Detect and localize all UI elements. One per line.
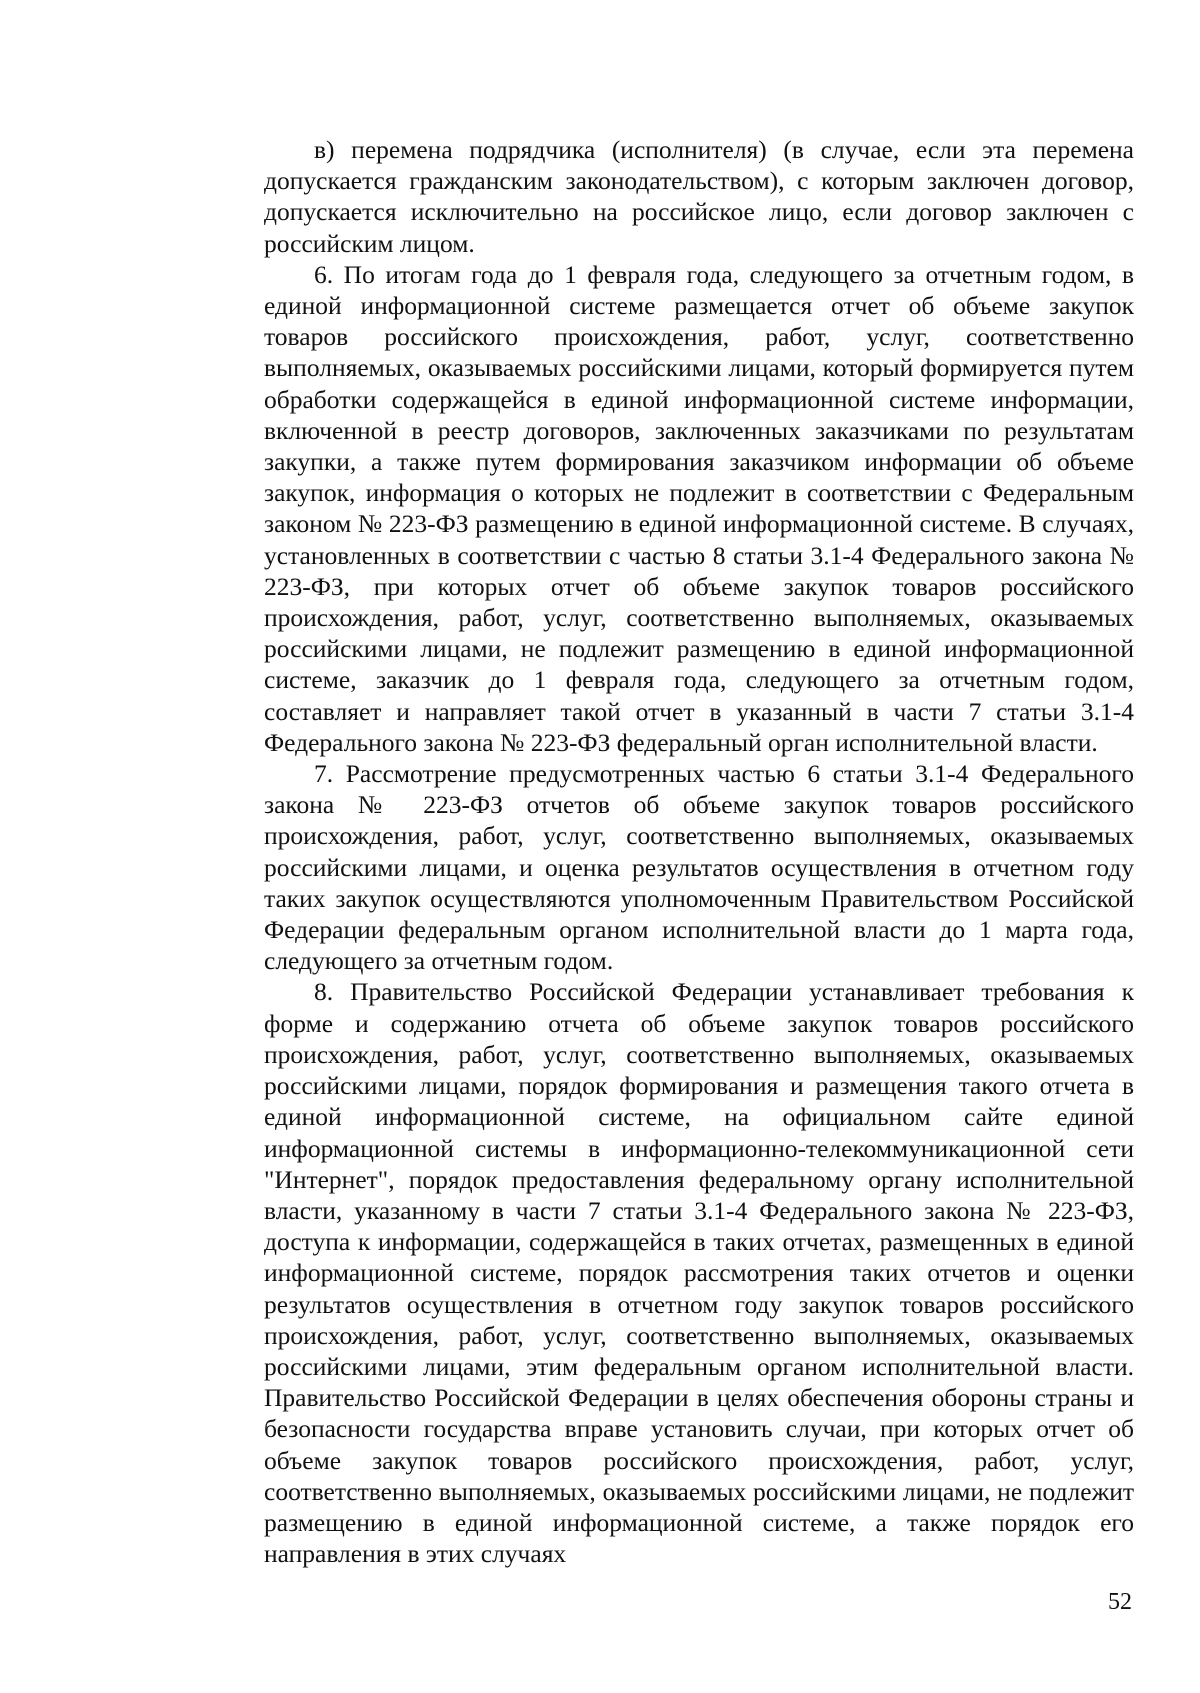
document-body xyxy=(264,134,1134,1569)
paragraph-subitem-v: в) перемена подрядчика (исполнителя) (в случае, если эта перемена допускается гражданским законодательством), с которым заключен договор, допускается исключительно на российское лицо, если договор заключен с российским лицом. xyxy=(264,135,1134,258)
paragraph-item-6: 6. По итогам года до 1 февраля года, следующего за отчетным годом, в единой информационной системе размещается отчет об объеме закупок товаров российского происхождения, работ, услуг, соответственно выполняемых, оказываемых российскими лицами, который формируется путем обработки содержащейся в единой информационной системе информации, включенной в реестр договоров, заключенных заказчиками по результатам закупки, а также путем формирования заказчиком информации об объеме закупок, информация о которых не подлежит в соответствии с Федеральным законом № 223-ФЗ размещению в единой информационной системе. В случаях, установленных в соответствии с частью 8 статьи 3.1-4 Федерального закона № 223-ФЗ, при которых отчет об объеме закупок товаров российского происхождения, работ, услуг, соответственно выполняемых, оказываемых российскими лицами, не подлежит размещению в единой информационной системе, заказчик до 1 февраля года, следующего за отчетным годом, составляет и направляет такой отчет в указанный в части 7 статьи 3.1-4 Федерального закона № 223-ФЗ федеральный орган исполнительной власти. xyxy=(264,259,1134,757)
page-number: 52 xyxy=(1108,1589,1132,1615)
paragraph-item-8: 8. Правительство Российской Федерации устанавливает требования к форме и содержанию отчета об объеме закупок товаров российского происхождения, работ, услуг, соответственно выполняемых, оказываемых российскими лицами, порядок формирования и размещения такого отчета в единой информационной системе, на официальном сайте единой информационной системы в информационно-телекоммуникационной сети "Интернет", порядок предоставления федеральному органу исполнительной власти, указанному в части 7 статьи 3.1-4 Федерального закона № 223-ФЗ, доступа к информации, содержащейся в таких отчетах, размещенных в единой информационной системе, порядок рассмотрения таких отчетов и оценки результатов осуществления в отчетном году закупок товаров российского происхождения, работ, услуг, соответственно выполняемых, оказываемых российскими лицами, этим федеральным органом исполнительной власти. Правительство Российской Федерации в целях обеспечения обороны страны и безопасности государства вправе установить случаи, при которых отчет об объеме закупок товаров российского происхождения, работ, услуг, соответственно выполняемых, оказываемых российскими лицами, не подлежит размещению в единой информационной системе, а также порядок его направления в этих случаях xyxy=(264,977,1134,1569)
paragraph-item-7: 7. Рассмотрение предусмотренных частью 6 статьи 3.1-4 Федерального закона № 223-ФЗ отчетов об объеме закупок товаров российского происхождения, работ, услуг, соответственно выполняемых, оказываемых российскими лицами, и оценка результатов осуществления в отчетном году таких закупок осуществляются уполномоченным Правительством Российской Федерации федеральным органом исполнительной власти до 1 марта года, следующего за отчетным годом. xyxy=(264,759,1134,976)
